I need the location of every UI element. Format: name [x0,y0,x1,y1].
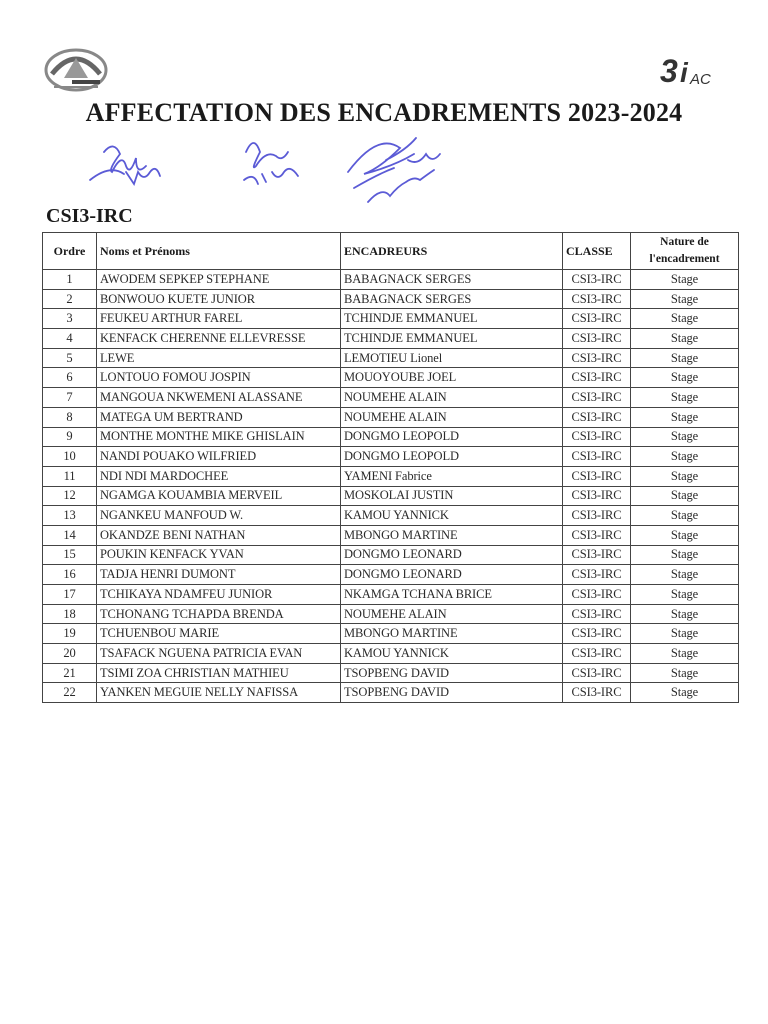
row-class: CSI3-IRC [563,427,631,447]
row-ordre: 13 [43,506,97,526]
row-ordre: 16 [43,565,97,585]
row-supervisor: YAMENI Fabrice [341,466,563,486]
row-class: CSI3-IRC [563,644,631,664]
row-ordre: 15 [43,545,97,565]
table-row [43,466,739,486]
row-nature: Stage [631,348,739,368]
row-ordre: 9 [43,427,97,447]
3iac-logo [658,50,722,90]
row-supervisor: DONGMO LEOPOLD [341,427,563,447]
row-class: CSI3-IRC [563,407,631,427]
institution-logo [42,40,110,94]
row-supervisor: TCHINDJE EMMANUEL [341,309,563,329]
row-ordre: 19 [43,624,97,644]
row-nature: Stage [631,545,739,565]
row-nature: Stage [631,683,739,703]
row-supervisor: DONGMO LEONARD [341,545,563,565]
table-row [43,644,739,664]
row-nature: Stage [631,525,739,545]
row-ordre: 6 [43,368,97,388]
row-student-name: MANGOUA NKWEMENI ALASSANE [97,388,341,408]
row-nature: Stage [631,447,739,467]
row-class: CSI3-IRC [563,604,631,624]
table-row [43,525,739,545]
row-nature: Stage [631,486,739,506]
row-student-name: LEWE [97,348,341,368]
row-ordre: 20 [43,644,97,664]
row-ordre: 21 [43,663,97,683]
row-ordre: 5 [43,348,97,368]
table-row [43,407,739,427]
table-row [43,604,739,624]
row-ordre: 10 [43,447,97,467]
row-supervisor: NKAMGA TCHANA BRICE [341,585,563,605]
col-ordre: Ordre [43,233,97,270]
row-ordre: 12 [43,486,97,506]
row-class: CSI3-IRC [563,506,631,526]
row-ordre: 1 [43,270,97,290]
row-nature: Stage [631,309,739,329]
row-student-name: NANDI POUAKO WILFRIED [97,447,341,467]
row-class: CSI3-IRC [563,388,631,408]
row-supervisor: TSOPBENG DAVID [341,663,563,683]
row-supervisor: TCHINDJE EMMANUEL [341,329,563,349]
table-row [43,309,739,329]
row-ordre: 11 [43,466,97,486]
row-nature: Stage [631,663,739,683]
row-student-name: POUKIN KENFACK YVAN [97,545,341,565]
row-ordre: 2 [43,289,97,309]
row-class: CSI3-IRC [563,348,631,368]
row-nature: Stage [631,644,739,664]
row-student-name: TCHIKAYA NDAMFEU JUNIOR [97,585,341,605]
signatures [86,132,466,212]
row-student-name: TCHONANG TCHAPDA BRENDA [97,604,341,624]
row-student-name: TSIMI ZOA CHRISTIAN MATHIEU [97,663,341,683]
row-supervisor: NOUMEHE ALAIN [341,407,563,427]
row-class: CSI3-IRC [563,466,631,486]
table-header-row [43,233,739,270]
row-supervisor: DONGMO LEONARD [341,565,563,585]
class-heading: CSI3-IRC [46,205,133,227]
row-ordre: 14 [43,525,97,545]
table-row [43,270,739,290]
row-class: CSI3-IRC [563,525,631,545]
row-nature: Stage [631,604,739,624]
svg-text:i: i [680,57,688,88]
table-body [43,270,739,703]
row-nature: Stage [631,329,739,349]
row-student-name: MATEGA UM BERTRAND [97,407,341,427]
table-row [43,486,739,506]
table-row [43,585,739,605]
row-ordre: 17 [43,585,97,605]
row-class: CSI3-IRC [563,289,631,309]
row-supervisor: MBONGO MARTINE [341,624,563,644]
table-row [43,506,739,526]
row-student-name: MONTHE MONTHE MIKE GHISLAIN [97,427,341,447]
row-student-name: KENFACK CHERENNE ELLEVRESSE [97,329,341,349]
table-row [43,388,739,408]
row-class: CSI3-IRC [563,585,631,605]
row-class: CSI3-IRC [563,486,631,506]
row-ordre: 4 [43,329,97,349]
table-row [43,368,739,388]
row-supervisor: MOSKOLAI JUSTIN [341,486,563,506]
col-encadreurs: ENCADREURS [341,233,563,270]
row-class: CSI3-IRC [563,447,631,467]
row-ordre: 3 [43,309,97,329]
row-supervisor: MOUOYOUBE JOEL [341,368,563,388]
row-class: CSI3-IRC [563,545,631,565]
row-supervisor: TSOPBENG DAVID [341,683,563,703]
row-supervisor: KAMOU YANNICK [341,644,563,664]
row-student-name: TCHUENBOU MARIE [97,624,341,644]
row-ordre: 22 [43,683,97,703]
assignments-table [42,232,739,703]
row-student-name: TADJA HENRI DUMONT [97,565,341,585]
document-title: AFFECTATION DES ENCADREMENTS 2023-2024 [85,98,683,127]
row-supervisor: LEMOTIEU Lionel [341,348,563,368]
row-nature: Stage [631,585,739,605]
row-supervisor: KAMOU YANNICK [341,506,563,526]
row-nature: Stage [631,407,739,427]
row-class: CSI3-IRC [563,270,631,290]
svg-text:3: 3 [660,53,678,89]
table-row [43,683,739,703]
row-student-name: NGANKEU MANFOUD W. [97,506,341,526]
row-student-name: NGAMGA KOUAMBIA MERVEIL [97,486,341,506]
row-class: CSI3-IRC [563,309,631,329]
row-nature: Stage [631,466,739,486]
table-row [43,447,739,467]
row-student-name: BONWOUO KUETE JUNIOR [97,289,341,309]
row-nature: Stage [631,289,739,309]
table-row [43,289,739,309]
table-row [43,348,739,368]
row-student-name: TSAFACK NGUENA PATRICIA EVAN [97,644,341,664]
row-class: CSI3-IRC [563,683,631,703]
table-row [43,545,739,565]
col-classe: CLASSE [563,233,631,270]
row-class: CSI3-IRC [563,329,631,349]
table-row [43,663,739,683]
row-ordre: 8 [43,407,97,427]
row-supervisor: DONGMO LEOPOLD [341,447,563,467]
row-nature: Stage [631,565,739,585]
row-supervisor: BABAGNACK SERGES [341,289,563,309]
row-class: CSI3-IRC [563,624,631,644]
row-supervisor: BABAGNACK SERGES [341,270,563,290]
col-nature: Nature de l'encadrement [631,233,739,270]
row-student-name: OKANDZE BENI NATHAN [97,525,341,545]
row-nature: Stage [631,270,739,290]
table-row [43,329,739,349]
row-supervisor: NOUMEHE ALAIN [341,604,563,624]
row-supervisor: NOUMEHE ALAIN [341,388,563,408]
row-nature: Stage [631,388,739,408]
row-supervisor: MBONGO MARTINE [341,525,563,545]
row-ordre: 18 [43,604,97,624]
table-row [43,624,739,644]
row-student-name: LONTOUO FOMOU JOSPIN [97,368,341,388]
row-student-name: AWODEM SEPKEP STEPHANE [97,270,341,290]
row-ordre: 7 [43,388,97,408]
table-row [43,565,739,585]
row-student-name: NDI NDI MARDOCHEE [97,466,341,486]
row-nature: Stage [631,427,739,447]
row-student-name: FEUKEU ARTHUR FAREL [97,309,341,329]
row-class: CSI3-IRC [563,663,631,683]
col-noms: Noms et Prénoms [97,233,341,270]
row-student-name: YANKEN MEGUIE NELLY NAFISSA [97,683,341,703]
row-class: CSI3-IRC [563,565,631,585]
row-class: CSI3-IRC [563,368,631,388]
row-nature: Stage [631,368,739,388]
table-row [43,427,739,447]
row-nature: Stage [631,506,739,526]
row-nature: Stage [631,624,739,644]
svg-text:AC: AC [690,71,711,88]
